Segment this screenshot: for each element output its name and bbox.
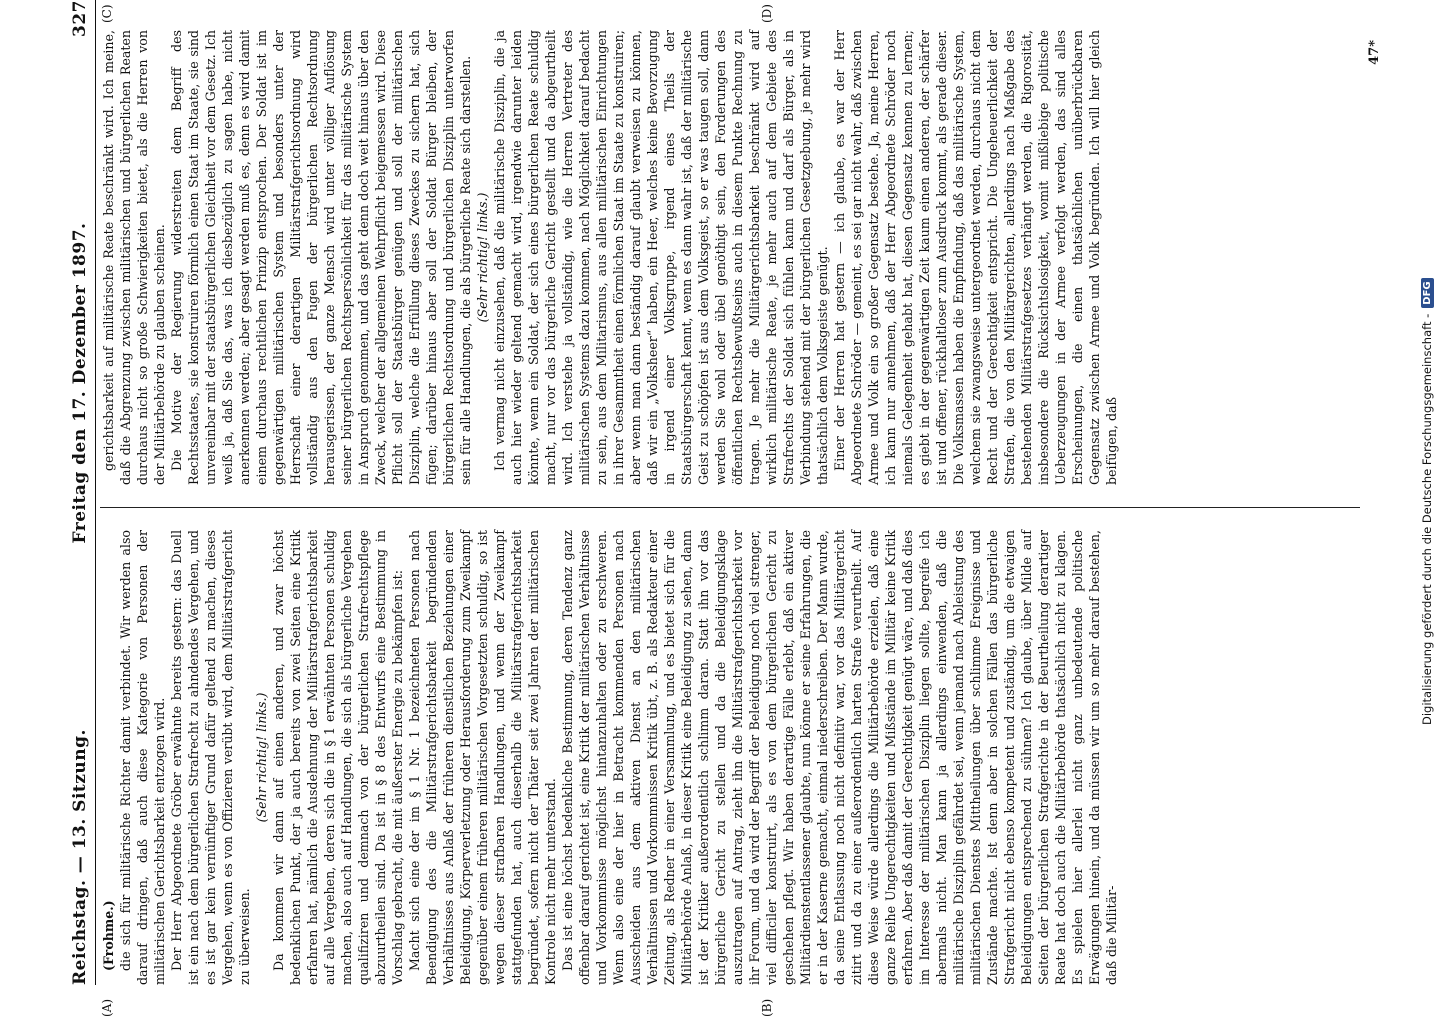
dfg-logo: DFG [1421, 278, 1434, 307]
margin-marker-d: (D) [760, 4, 774, 23]
signature-mark: 47* [1367, 40, 1382, 65]
column-divider [100, 507, 1360, 508]
margin-marker-a: (A) [100, 998, 114, 1017]
header-rule [95, 0, 96, 985]
margin-marker-c: (C) [100, 4, 114, 23]
page-header [60, 0, 90, 985]
page-number: 327 [70, 0, 90, 38]
margin-marker-b: (B) [760, 998, 774, 1017]
speaker-name: (Frohme.) [101, 900, 116, 971]
right-paragraph-1: gerichtsbarkeit auf militärische Reate beschränkt wird. Ich meine, daß die Abgrenzung zwischen militärischen und bürgerlichen Reaten durchaus nicht so große Schwierigkeiten bietet, als die Herren von der Militärbehörde zu glauben scheinen. [101, 30, 167, 485]
left-paragraph-1: die sich für militärische Richter damit verbindet. Wir werden also darauf dringen, daß auch diese Kategorie von Personen der militärischen Gerichtsbarkeit entzogen wird. [118, 530, 167, 985]
left-paragraph-4: Macht sich eine der im § 1 Nr. 1 bezeichneten Personen nach Beendigung des die Militärstrafgerichtsbarkeit begründenden Verhältnisses aus Anlaß der früheren dienstlichen Beziehungen einer Beleidigung, Körperverletzung oder Herausforderung zum Zweikampf gegenüber einem früheren militärischen Vorgesetzten schuldig, so ist wegen dieser strafbaren Handlungen, und wenn der Zweikampf stattgefunden hat, auch dieserhalb die Militärstrafgerichtsbarkeit begründet, sofern nicht der Thäter seit zwei Jahren der militärischen Kontrole nicht mehr unterstand. [407, 530, 558, 985]
digitization-notice-row [1412, 5, 1434, 725]
left-remark: (Sehr richtig! links.) [254, 692, 269, 823]
header-date: Freitag den 17. Dezember 1897. [70, 222, 90, 544]
left-column [100, 530, 1360, 985]
right-paragraph-2: Die Motive der Regierung widerstreiten dem Begriff des Rechtsstaates, sie konstruiren förmlich einen Staat im Staate, sie sind unvereinbar mit der staatsbürgerlichen Gleichheit vor dem Gesetz. Ich weiß ja, daß Sie das, was ich diesbezüglich zu sagen habe, nicht anerkennen werden; aber gesagt werden muß es, denn es wird damit einem durchaus rechtlichen Prinzip entsprochen. Der Soldat ist im gegenwärtigen militärischen System und besonders unter der Herrschaft einer derartigen Militärstrafgerichtsordnung wird vollständig aus den Fugen der bürgerlichen Rechtsordnung herausgerissen, der ganze Mensch wird unter völliger Auflösung seiner bürgerlichen Rechtspersönlichkeit für das militärische System in Anspruch genommen, und das geht denn doch weit hinaus über den Zweck, welcher der allgemeinen Wehrpflicht beigemessen wird. Diese Pflicht soll der Staatsbürger genügen und soll der militärischen Disziplin, welche die Erfüllung dieses Zweckes zu sichern hat, sich fügen; darüber hinaus aber soll der Soldat Bürger bleiben, der bürgerlichen Rechtsordnung und bürgerlichen Disziplin unterworfen sein für alle Handlungen, die als bürgerliche Reate sich darstellen. [169, 30, 473, 485]
right-remark: (Sehr richtig! links.) [475, 192, 490, 323]
left-paragraph-3: Da kommen wir dann auf einen anderen, und zwar höchst bedenklichen Punkt, der ja auch bereits von zwei Seiten eine Kritik erfahren hat, nämlich die Ausdehnung der Militärstrafgerichtsbarkeit auf alle Vergehen, deren sich die in § 1 erwähnten Personen schuldig machen, also auch auf Handlungen, die sich als bürgerliche Vergehen qualifiziren und demnach von der bürgerlichen Strafrechtspflege abzuurtheilen sind. Da ist in § 8 des Entwurfs eine Bestimmung in Vorschlag gebracht, die mit äußerster Energie zu bekämpfen ist: [271, 530, 405, 985]
left-paragraph-5: Das ist eine höchst bedenkliche Bestimmung, deren Tendenz ganz offenbar darauf gerichtet ist, eine Kritik der militärischen Verhältnisse und Vorkommnisse möglichst hintanzuhalten oder zu erschweren. Wenn also eine der hier in Betracht kommenden Personen nach Ausscheiden aus dem aktiven Dienst an den militärischen Verhältnissen und Vorkommnissen Kritik übt, z. B. als Redakteur einer Zeitung, als Redner in einer Versammlung, und es bietet sich für die Militärbehörde Anlaß, in dieser Kritik eine Beleidigung zu sehen, dann ist der Kritiker außerordentlich schlimm daran. Statt ihn vor das bürgerliche Gericht zu stellen und da die Beleidigungsklage auszutragen auf Antrag, zieht ihn die Militärstrafgerichtsbarkeit vor ihr Forum, und da wird der Begriff der Beleidigung noch viel strenger, viel difficiler konstruirt, als es von dem bürgerlichen Gericht zu geschehen pflegt. Wir haben derartige Fälle erlebt, daß ein aktiver Militärdienstentlassener glaubte, nun könne er seine Erfahrungen, die er in der Kaserne gemacht, einmal niederschreiben. Der Mann wurde, da seine Entlassung noch nicht definitiv war, vor das Militärgericht zitirt und da zu einer außerordentlich harten Strafe verurtheilt. Auf diese Weise würde allerdings die Militärbehörde erzielen, daß eine ganze Reihe Ungerechtigkeiten und Mißstände im Militär keine Kritik erfahren. Aber daß damit der Gerechtigkeit genügt wäre, und daß dies im Interesse der militärischen Disziplin liegen sollte, begreife ich abermals nicht. Man kann ja allerdings einwenden, daß die militärische Disziplin gefährdet sei, wenn jemand nach Ableistung des militärischen Dienstes Mittheilungen über schlimme Ereignisse und Zustände machte. Ist denn aber in solchen Fällen das bürgerliche Strafgericht nicht ebenso kompetent und zuständig, um die etwaigen Beleidigungen entsprechend zu sühnen? Ich glaube, über Milde auf Seiten der bürgerlichen Strafgerichte in der Beurtheilung derartiger Reate hat doch auch die Militärbehörde thatsächlich nicht zu klagen. Es spielen hier allerlei nicht ganz unbedeutende politische Erwägungen hinein, und da müssen wir um so mehr darauf bestehen, daß die Militär- [560, 530, 1119, 985]
right-column [100, 30, 1360, 485]
rotated-page-content [60, 0, 1390, 1017]
header-left: Reichstag. — 13. Sitzung. [70, 729, 90, 985]
digitization-strip [1404, 0, 1434, 1000]
digitization-notice: Digitalisierung gefördert durch die Deutsche Forschungsgemeinschaft - [1420, 313, 1434, 725]
right-paragraph-4: Einer der Herren hat gestern — ich glaube, es war der Herr Abgeordnete Schröder — gemeint, es sei gar nicht wahr, daß zwischen Armee und Volk ein so großer Gegensatz bestehe. Ja, meine Herren, ich kann nur annehmen, daß der Herr Abgeordnete Schröder noch niemals Gelegenheit gehabt hat, diesen Gegensatz kennen zu lernen; es giebt in der gegenwärtigen Zeit kaum einen anderen, der schärfer ist und offener, rückhaltloser zum Ausdruck kommt, als gerade dieser. Die Volksmassen haben die Empfindung, daß das militärische System, welchem sie zwangsweise untergeordnet werden, durchaus nicht dem Recht und der Gerechtigkeit entspricht. Die Ungeheuerlichkeit der Strafen, die von den Militärgerichten, allerdings nach Maßgabe des bestehenden Militärstrafgesetzes verhängt werden, die Rigorosität, insbesondere die Rücksichtslosigkeit, womit mißliebige politische Ueberzeugungen in der Armee verfolgt werden, das sind alles Erscheinungen, die einen thatsächlichen unüberbrückbaren Gegensatz zwischen Armee und Volk begründen. Ich will hier gleich beifügen, daß [832, 30, 1119, 485]
right-paragraph-3: Ich vermag nicht einzusehen, daß die militärische Disziplin, die ja auch hier wieder geltend gemacht wird, irgendwie darunter leiden könnte, wenn ein Soldat, der sich eines bürgerlichen Reate schuldig macht, nur vor das bürgerliche Gericht gestellt und da abgeurtheilt wird. Ich verstehe ja vollständig, wie die Herren Vertreter des militärischen Systems dazu kommen, nach Möglichkeit darauf bedacht zu sein, aus dem Militarismus, aus allen militärischen Einrichtungen in ihrer Gesammtheit einen förmlichen Staat im Staate zu konstruiren; aber wenn man dann beständig darauf glaubt verweisen zu können, daß wir ein „Volksheer“ haben, ein Heer, welches keine Bevorzugung in irgend einer Volksgruppe, irgend eines Theils der Staatsbürgerschaft kennt, wenn es dann wahr ist, daß der militärische Geist zu schöpfen ist aus dem Volksgeist, so er was taugen soll, dann werden Sie wohl oder übel genöthigt sein, den Forderungen des öffentlichen Rechtsbewußtseins auch in diesem Punkte Rechnung zu tragen. Je mehr die Militärgerichtsbarkeit beschränkt wird auf wirklich militärische Reate, je mehr auch auf dem Gebiete des Strafrechts der Soldat sich fühlen kann und darf als Bürger, als in Verbindung stehend mit der bürgerlichen Gesetzgebung, je mehr wird thatsächlich dem Volksgeiste genügt. [492, 30, 830, 485]
left-paragraph-2: Der Herr Abgeordnete Gröber erwähnte bereits gestern: das Duell ist ein nach dem bürgerlichen Strafrecht zu ahndendes Vergehen, und es ist gar kein vernünftiger Grund dafür geltend zu machen, dieses Vergehen, wenn es von Offizieren verübt wird, dem Militärstrafgericht zu überweisen. [169, 530, 252, 985]
